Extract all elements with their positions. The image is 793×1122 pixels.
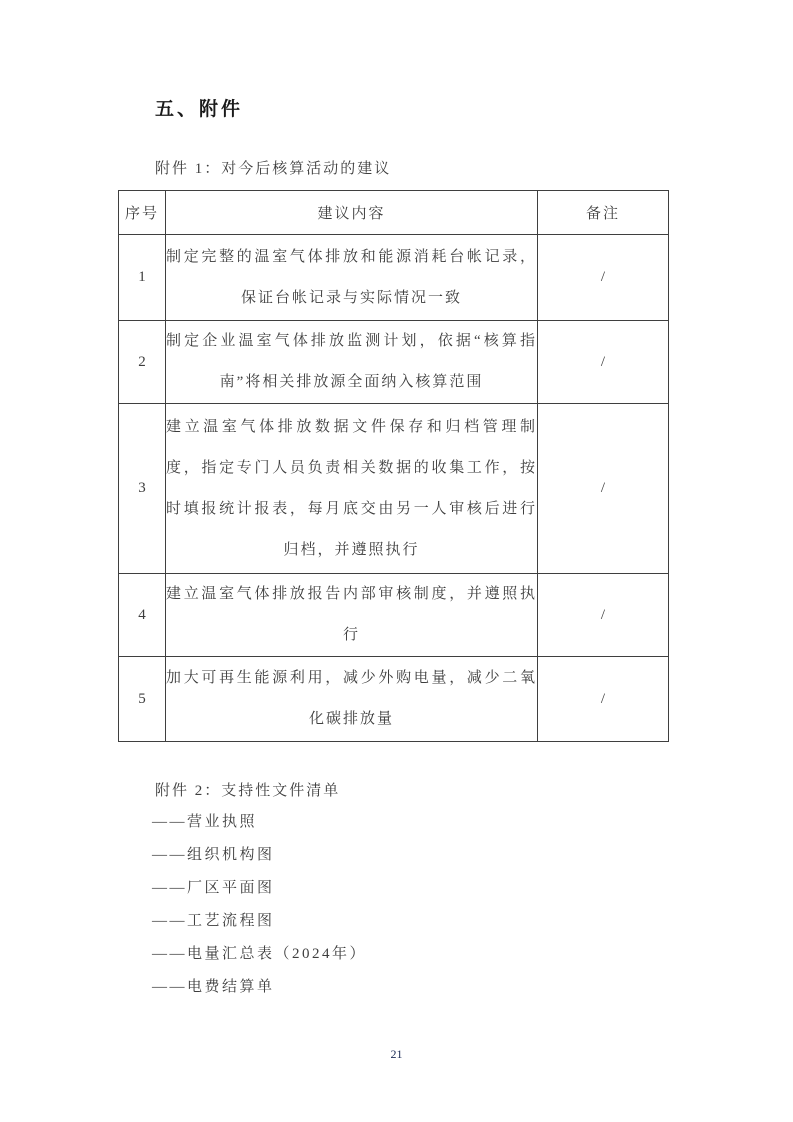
table-row (119, 404, 669, 574)
table-cell-no: 3 (119, 404, 166, 574)
header-content: 建议内容 (166, 191, 538, 235)
attachment2-item: ——电费结算单 (152, 979, 275, 995)
table-row (119, 321, 669, 404)
attachment2-item: ——工艺流程图 (152, 913, 275, 929)
attachment2-item: ——电量汇总表（2024年） (152, 946, 368, 962)
table-cell-remark: / (538, 321, 669, 404)
attachment2-caption: 附件 2：支持性文件清单 (155, 783, 341, 799)
table-cell-content: 建立温室气体排放数据文件保存和归档管理制度，指定专门人员负责相关数据的收集工作，按时填报统计报表，每月底交由另一人审核后进行归档，并遵照执行 (166, 404, 538, 574)
table-cell-remark: / (538, 404, 669, 574)
table-cell-remark: / (538, 574, 669, 657)
page-number: 21 (390, 1047, 403, 1061)
table-row (119, 235, 669, 321)
table-header-row (119, 191, 669, 235)
table-cell-no: 1 (119, 235, 166, 321)
attachment2-section (152, 779, 367, 1004)
header-no: 序号 (119, 191, 166, 235)
table-cell-no: 4 (119, 574, 166, 657)
table-cell-content: 加大可再生能源利用，减少外购电量，减少二氧化碳排放量 (166, 657, 538, 742)
header-remark: 备注 (538, 191, 669, 235)
table-cell-no: 2 (119, 321, 166, 404)
table-cell-remark: / (538, 657, 669, 742)
section-title: 五、附件 (155, 99, 244, 120)
suggestions-table (118, 190, 669, 742)
table-row (119, 657, 669, 742)
table-cell-content: 建立温室气体排放报告内部审核制度，并遵照执行 (166, 574, 538, 657)
attachment1-caption: 附件 1：对今后核算活动的建议 (155, 161, 392, 177)
attachment2-item: ——组织机构图 (152, 847, 275, 863)
attachment2-item: ——厂区平面图 (152, 880, 275, 896)
table-cell-content: 制定完整的温室气体排放和能源消耗台帐记录，保证台帐记录与实际情况一致 (166, 235, 538, 321)
table-row (119, 574, 669, 657)
table-cell-content: 制定企业温室气体排放监测计划，依据“核算指南”将相关排放源全面纳入核算范围 (166, 321, 538, 404)
table-cell-no: 5 (119, 657, 166, 742)
attachment2-item: ——营业执照 (152, 814, 258, 830)
table-cell-remark: / (538, 235, 669, 321)
